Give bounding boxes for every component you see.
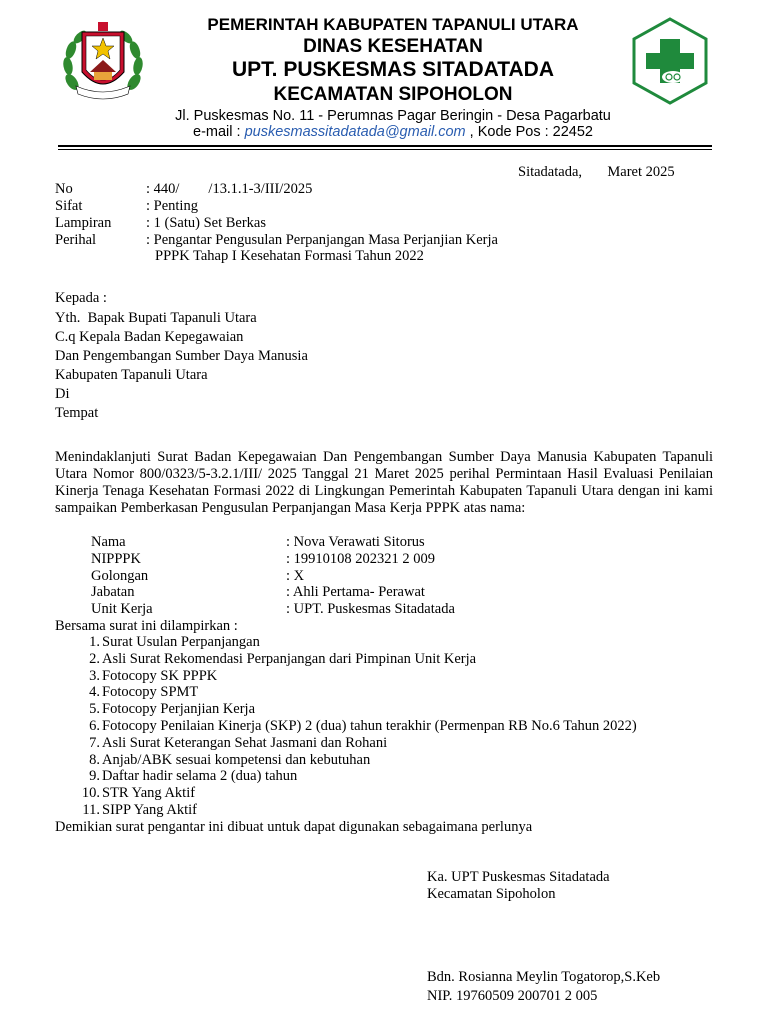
employee-label: Unit Kerja: [91, 601, 153, 617]
list-item-number: 5.: [89, 701, 100, 718]
email-label: e-mail :: [193, 124, 241, 140]
list-item: [55, 768, 637, 785]
attachments-intro: Bersama surat ini dilampirkan :: [55, 618, 238, 634]
recipient-line: Kabupaten Tapanuli Utara: [55, 367, 208, 383]
attachments-list: [55, 634, 637, 819]
list-item: [55, 718, 637, 735]
list-item-text: Asli Surat Rekomendasi Perpanjangan dari Pimpinan Unit Kerja: [102, 650, 477, 667]
employee-value: : Ahli Pertama- Perawat: [286, 584, 425, 600]
place-date: Sitadatada, Maret 2025: [518, 164, 675, 180]
list-item-text: STR Yang Aktif: [102, 785, 196, 802]
employee-label: Nama: [91, 534, 126, 550]
list-item: [55, 634, 637, 651]
recipient-line: Tempat: [55, 405, 99, 421]
list-item: [55, 668, 637, 685]
recipient-line: C.q Kepala Badan Kepegawaian: [55, 329, 244, 345]
signature-nip: NIP. 19760509 200701 2 005: [427, 988, 598, 1004]
employee-label: NIPPPK: [91, 551, 141, 567]
puskesmas-logo: [632, 17, 708, 105]
meta-value-no: : 440/ /13.1.1-3/III/2025: [146, 181, 313, 197]
letterhead-rule-thick: [58, 145, 712, 147]
meta-label-sifat: Sifat: [55, 198, 83, 214]
recipient-line: Di: [55, 386, 70, 402]
list-item-number: 1.: [89, 634, 100, 650]
header-district: KECAMATAN SIPOHOLON: [273, 84, 513, 105]
header-government: PEMERINTAH KABUPATEN TAPANULI UTARA: [207, 15, 579, 34]
employee-value: : X: [286, 568, 305, 584]
list-item-text: Fotocopy Perjanjian Kerja: [102, 701, 256, 718]
list-item-number: 3.: [89, 667, 100, 684]
list-item-text: Fotocopy SK PPPK: [102, 667, 218, 684]
list-item: [55, 651, 637, 668]
list-item-number: 4.: [89, 684, 100, 701]
employee-value: : Nova Verawati Sitorus: [286, 534, 425, 550]
meta-value-perihal-cont: PPPK Tahap I Kesehatan Formasi Tahun 2022: [155, 248, 424, 264]
list-item: [55, 701, 637, 718]
list-item-text: Fotocopy Penilaian Kinerja (SKP) 2 (dua) tahun terakhir (Permenpan RB No.6 Tahun 2022): [102, 717, 637, 734]
signature-subtitle: Kecamatan Sipoholon: [427, 886, 556, 902]
list-item-text: Anjab/ABK sesuai kompetensi dan kebutuhan: [102, 751, 371, 768]
header-department: DINAS KESEHATAN: [303, 36, 483, 57]
list-item-number: 9.: [89, 768, 100, 785]
meta-label-perihal: Perihal: [55, 232, 97, 248]
list-item: [55, 752, 637, 769]
signature-title: Ka. UPT Puskesmas Sitadatada: [427, 869, 610, 885]
list-item-number: 2.: [89, 650, 100, 667]
recipient-kepada: Kepada :: [55, 290, 107, 306]
signature-name: Bdn. Rosianna Meylin Togatorop,S.Keb: [427, 969, 661, 985]
list-item-text: SIPP Yang Aktif: [102, 801, 197, 818]
employee-label: Jabatan: [91, 584, 135, 600]
employee-value: : UPT. Puskesmas Sitadatada: [286, 601, 455, 617]
meta-label-lampiran: Lampiran: [55, 215, 112, 231]
recipient-line: Yth. Bapak Bupati Tapanuli Utara: [55, 310, 257, 326]
header-address: Jl. Puskesmas No. 11 - Perumnas Pagar Beringin - Desa Pagarbatu: [175, 108, 611, 124]
list-item-number: 10.: [81, 785, 100, 802]
list-item-text: Asli Surat Keterangan Sehat Jasmani dan Rohani: [102, 734, 388, 751]
list-item-number: 11.: [82, 801, 100, 818]
list-item: [55, 785, 637, 802]
list-item-text: Fotocopy SPMT: [102, 684, 199, 701]
meta-value-lampiran: : 1 (Satu) Set Berkas: [146, 215, 267, 231]
list-item: [55, 684, 637, 701]
letterhead-rule-thin: [58, 149, 712, 150]
closing-sentence: Demikian surat pengantar ini dibuat untuk dapat digunakan sebagaimana perlunya: [55, 819, 533, 835]
meta-value-perihal: : Pengantar Pengusulan Perpanjangan Masa Perjanjian Kerja: [146, 232, 498, 248]
body-paragraph: Menindaklanjuti Surat Badan Kepegawaian Dan Pengembangan Sumber Daya Manusia Kabupaten Tapanuli Utara Nomor 800/0323/5-3.2.1/III/ 2025 Tanggal 21 Maret 2025 perihal Permintaan Hasil Evaluasi Penilaian Kinerja Tenaga Kesehatan Formasi 2022 di Lingkungan Pemerintah Kabupaten Tapanuli Utara dengan ini kami sampaikan Pemberkasan Pengusulan Perpanjangan Masa Kerja PPPK atas nama:: [55, 449, 713, 516]
list-item-number: 8.: [89, 751, 100, 768]
postal-code: , Kode Pos : 22452: [469, 124, 593, 140]
header-contact: [150, 124, 636, 140]
meta-label-no: No: [55, 181, 73, 197]
recipient-line: Dan Pengembangan Sumber Daya Manusia: [55, 348, 308, 364]
header-puskesmas: UPT. PUSKESMAS SITADATADA: [231, 58, 554, 81]
employee-label: Golongan: [91, 568, 149, 584]
list-item-number: 6.: [89, 717, 100, 734]
list-item: [55, 802, 637, 819]
list-item-number: 7.: [89, 734, 100, 751]
list-item-text: Surat Usulan Perpanjangan: [102, 634, 260, 650]
email-link[interactable]: puskesmassitadatada@gmail.com: [244, 124, 466, 140]
list-item: [55, 735, 637, 752]
kabupaten-emblem-logo: [60, 20, 146, 104]
list-item-text: Daftar hadir selama 2 (dua) tahun: [102, 768, 298, 785]
meta-value-sifat: : Penting: [146, 198, 198, 214]
employee-value: : 19910108 202321 2 009: [286, 551, 436, 567]
